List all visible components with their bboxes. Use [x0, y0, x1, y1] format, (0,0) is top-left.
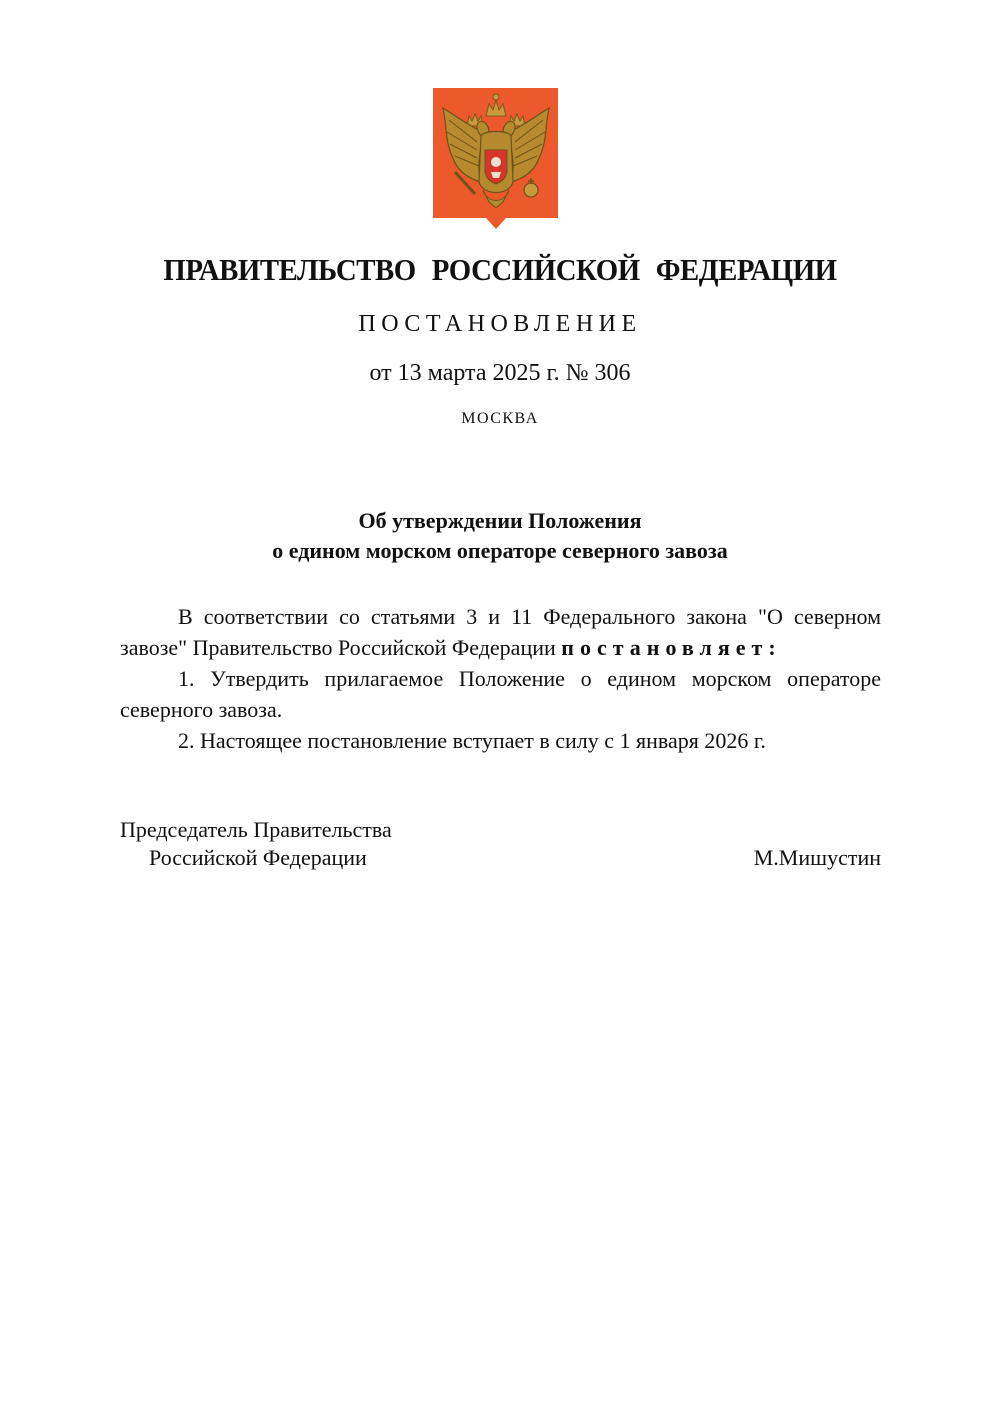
government-title: ПРАВИТЕЛЬСТВО РОССИЙСКОЙ ФЕДЕРАЦИИ: [163, 252, 837, 287]
preamble-paragraph: [120, 601, 881, 663]
position-line-1: Председатель Правительства: [120, 817, 392, 842]
resolves-word: постановляет:: [561, 635, 782, 660]
subject-line-2: о едином морском операторе северного завоза: [272, 538, 728, 563]
signatory-name: М.Мишустин: [753, 845, 881, 870]
item-1: 1. Утвердить прилагаемое Положение о едином морском операторе северного завоза.: [120, 666, 881, 722]
document-body: [120, 601, 881, 756]
coat-of-arms-icon: [431, 86, 561, 232]
preamble-text: В соответствии со статьями 3 и 11 Федерального закона "О северном завозе" Правительство Российской Федерации: [120, 604, 881, 660]
signatory-position: [120, 816, 392, 872]
document-date-number: от 13 марта 2025 г. № 306: [369, 360, 631, 386]
document-type: ПОСТАНОВЛЕНИЕ: [358, 311, 642, 337]
subject-line-1: Об утверждении Положения: [358, 508, 642, 533]
document-subject: [0, 506, 1000, 566]
position-line-2: Российской Федерации: [149, 845, 367, 870]
item-2: 2. Настоящее постановление вступает в силу с 1 января 2026 г.: [178, 728, 766, 753]
document-city: МОСКВА: [461, 410, 539, 427]
